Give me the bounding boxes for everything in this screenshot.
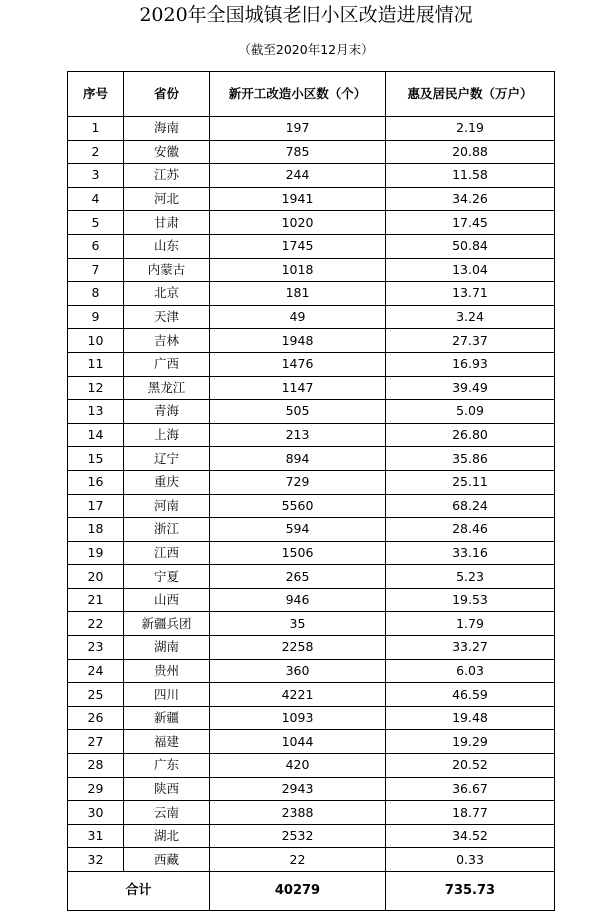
table-row (68, 211, 555, 235)
row-count: 1093 (210, 706, 386, 730)
row-count: 1941 (210, 187, 386, 211)
row-province: 贵州 (124, 659, 210, 683)
data-table (67, 71, 555, 911)
table-row (68, 612, 555, 636)
row-province: 河北 (124, 187, 210, 211)
row-province: 黑龙江 (124, 376, 210, 400)
row-province: 甘肃 (124, 211, 210, 235)
row-index: 20 (68, 565, 124, 589)
table-row (68, 706, 555, 730)
row-index: 23 (68, 636, 124, 660)
row-count: 244 (210, 164, 386, 188)
table-row (68, 423, 555, 447)
row-index: 17 (68, 494, 124, 518)
row-households: 68.24 (386, 494, 555, 518)
row-count: 1018 (210, 258, 386, 282)
row-province: 江西 (124, 541, 210, 565)
row-index: 4 (68, 187, 124, 211)
row-households: 39.49 (386, 376, 555, 400)
row-households: 17.45 (386, 211, 555, 235)
table-row (68, 848, 555, 872)
row-households: 26.80 (386, 423, 555, 447)
row-households: 3.24 (386, 305, 555, 329)
row-count: 1044 (210, 730, 386, 754)
row-index: 27 (68, 730, 124, 754)
table-row (68, 824, 555, 848)
row-province: 内蒙古 (124, 258, 210, 282)
row-count: 35 (210, 612, 386, 636)
row-count: 265 (210, 565, 386, 589)
row-province: 天津 (124, 305, 210, 329)
row-count: 1745 (210, 234, 386, 258)
row-index: 28 (68, 754, 124, 778)
row-households: 18.77 (386, 801, 555, 825)
row-households: 28.46 (386, 518, 555, 542)
row-province: 浙江 (124, 518, 210, 542)
row-households: 33.27 (386, 636, 555, 660)
table-row (68, 683, 555, 707)
row-households: 27.37 (386, 329, 555, 353)
row-province: 广东 (124, 754, 210, 778)
row-households: 13.71 (386, 282, 555, 306)
row-index: 16 (68, 470, 124, 494)
row-index: 19 (68, 541, 124, 565)
row-index: 6 (68, 234, 124, 258)
row-index: 32 (68, 848, 124, 872)
row-province: 北京 (124, 282, 210, 306)
table-row (68, 754, 555, 778)
table-row (68, 400, 555, 424)
table-row (68, 282, 555, 306)
row-index: 22 (68, 612, 124, 636)
table-footer (68, 872, 555, 911)
row-index: 25 (68, 683, 124, 707)
row-index: 18 (68, 518, 124, 542)
table-row (68, 565, 555, 589)
table-row (68, 234, 555, 258)
row-count: 213 (210, 423, 386, 447)
row-province: 西藏 (124, 848, 210, 872)
row-index: 15 (68, 447, 124, 471)
row-households: 25.11 (386, 470, 555, 494)
row-count: 2258 (210, 636, 386, 660)
row-count: 1506 (210, 541, 386, 565)
table-row (68, 730, 555, 754)
total-count: 40279 (210, 872, 386, 911)
table-header (68, 72, 555, 117)
row-households: 16.93 (386, 352, 555, 376)
table-row (68, 494, 555, 518)
row-count: 1147 (210, 376, 386, 400)
row-count: 946 (210, 588, 386, 612)
table-row (68, 164, 555, 188)
row-count: 729 (210, 470, 386, 494)
row-index: 9 (68, 305, 124, 329)
row-province: 河南 (124, 494, 210, 518)
header-province: 省份 (124, 72, 210, 117)
row-index: 26 (68, 706, 124, 730)
table-row (68, 352, 555, 376)
row-province: 江苏 (124, 164, 210, 188)
row-households: 36.67 (386, 777, 555, 801)
row-province: 广西 (124, 352, 210, 376)
row-households: 1.79 (386, 612, 555, 636)
row-province: 吉林 (124, 329, 210, 353)
table-body (68, 117, 555, 872)
table-row (68, 541, 555, 565)
row-province: 陕西 (124, 777, 210, 801)
page-subtitle: （截至2020年12月末） (238, 42, 374, 57)
table-row (68, 376, 555, 400)
row-count: 2943 (210, 777, 386, 801)
row-count: 49 (210, 305, 386, 329)
row-province: 四川 (124, 683, 210, 707)
row-index: 12 (68, 376, 124, 400)
row-index: 2 (68, 140, 124, 164)
row-province: 云南 (124, 801, 210, 825)
table-row (68, 447, 555, 471)
row-index: 8 (68, 282, 124, 306)
row-households: 6.03 (386, 659, 555, 683)
row-count: 894 (210, 447, 386, 471)
total-row (68, 872, 555, 911)
row-count: 1948 (210, 329, 386, 353)
table-row (68, 305, 555, 329)
row-households: 20.88 (386, 140, 555, 164)
row-province: 湖南 (124, 636, 210, 660)
row-households: 19.48 (386, 706, 555, 730)
row-index: 1 (68, 117, 124, 141)
row-count: 420 (210, 754, 386, 778)
row-count: 505 (210, 400, 386, 424)
row-households: 11.58 (386, 164, 555, 188)
row-province: 海南 (124, 117, 210, 141)
header-households: 惠及居民户数（万户） (386, 72, 555, 117)
row-households: 5.23 (386, 565, 555, 589)
row-count: 360 (210, 659, 386, 683)
row-index: 30 (68, 801, 124, 825)
row-province: 山东 (124, 234, 210, 258)
row-index: 29 (68, 777, 124, 801)
table-row (68, 117, 555, 141)
row-province: 福建 (124, 730, 210, 754)
row-province: 辽宁 (124, 447, 210, 471)
row-province: 青海 (124, 400, 210, 424)
row-count: 1020 (210, 211, 386, 235)
row-province: 重庆 (124, 470, 210, 494)
row-households: 5.09 (386, 400, 555, 424)
row-index: 31 (68, 824, 124, 848)
header-row (68, 72, 555, 117)
row-households: 35.86 (386, 447, 555, 471)
page-title: 2020年全国城镇老旧小区改造进展情况 (139, 4, 473, 26)
table-row (68, 470, 555, 494)
row-households: 46.59 (386, 683, 555, 707)
row-province: 安徽 (124, 140, 210, 164)
row-index: 24 (68, 659, 124, 683)
table-row (68, 329, 555, 353)
header-index: 序号 (68, 72, 124, 117)
table-row (68, 518, 555, 542)
row-index: 13 (68, 400, 124, 424)
row-index: 7 (68, 258, 124, 282)
row-index: 14 (68, 423, 124, 447)
total-label: 合计 (68, 872, 210, 911)
row-province: 湖北 (124, 824, 210, 848)
row-households: 13.04 (386, 258, 555, 282)
row-index: 3 (68, 164, 124, 188)
table-row (68, 187, 555, 211)
row-households: 0.33 (386, 848, 555, 872)
row-province: 宁夏 (124, 565, 210, 589)
row-count: 785 (210, 140, 386, 164)
table-row (68, 258, 555, 282)
row-count: 197 (210, 117, 386, 141)
row-province: 新疆兵团 (124, 612, 210, 636)
row-households: 34.52 (386, 824, 555, 848)
row-count: 2532 (210, 824, 386, 848)
row-count: 4221 (210, 683, 386, 707)
table-row (68, 659, 555, 683)
row-count: 594 (210, 518, 386, 542)
header-count: 新开工改造小区数（个） (210, 72, 386, 117)
total-households: 735.73 (386, 872, 555, 911)
row-province: 上海 (124, 423, 210, 447)
row-index: 10 (68, 329, 124, 353)
row-province: 新疆 (124, 706, 210, 730)
row-count: 1476 (210, 352, 386, 376)
row-households: 2.19 (386, 117, 555, 141)
row-households: 50.84 (386, 234, 555, 258)
row-index: 21 (68, 588, 124, 612)
row-count: 2388 (210, 801, 386, 825)
row-households: 19.53 (386, 588, 555, 612)
table-row (68, 777, 555, 801)
row-households: 20.52 (386, 754, 555, 778)
row-index: 11 (68, 352, 124, 376)
table-row (68, 636, 555, 660)
row-index: 5 (68, 211, 124, 235)
row-count: 22 (210, 848, 386, 872)
row-households: 34.26 (386, 187, 555, 211)
row-households: 33.16 (386, 541, 555, 565)
row-households: 19.29 (386, 730, 555, 754)
table-row (68, 140, 555, 164)
row-count: 5560 (210, 494, 386, 518)
row-count: 181 (210, 282, 386, 306)
row-province: 山西 (124, 588, 210, 612)
table-row (68, 801, 555, 825)
table-row (68, 588, 555, 612)
